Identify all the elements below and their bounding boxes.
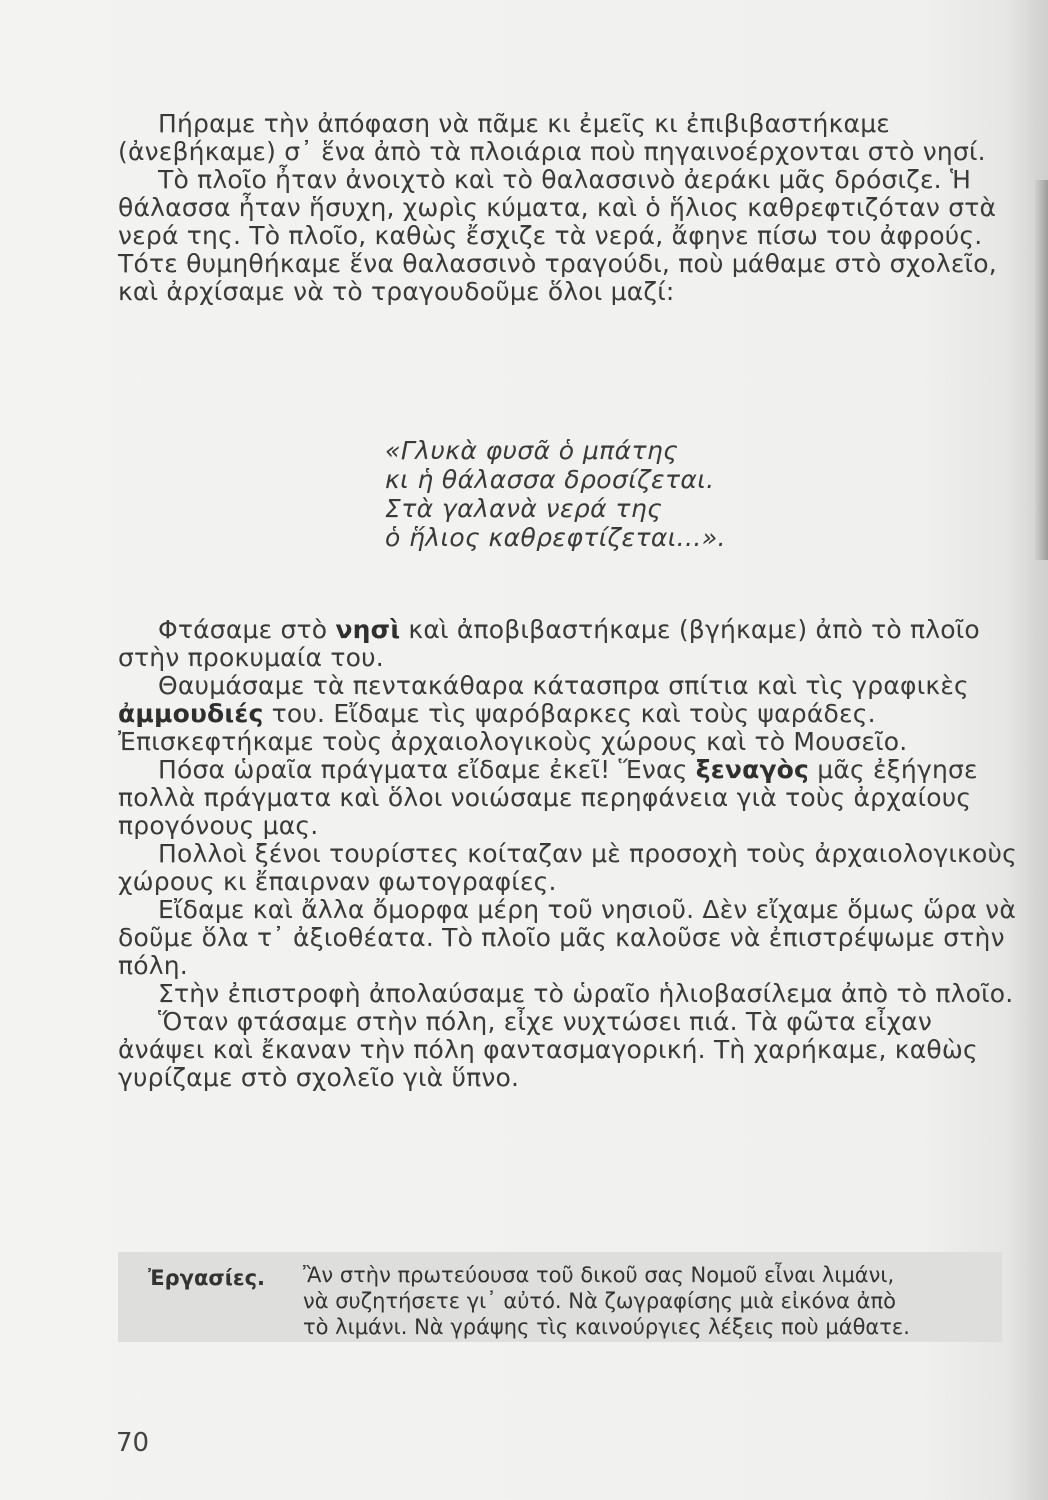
- text-run: μᾶς ἐξήγησε πολλὰ πράγματα καὶ ὅλοι νοιώσαμε περηφάνεια γιὰ τοὺς ἀρχαίους προγόνους μας.: [118, 755, 978, 840]
- paragraph: Πήραμε τὴν ἀπόφαση νὰ πᾶμε κι ἐμεῖς κι ἐπιβιβαστήκαμε (ἀνεβήκαμε) σ᾽ ἕνα ἀπὸ τὰ πλοιάρια ποὺ πηγαινοέρχονται στὸ νησί.: [118, 109, 986, 166]
- poem-line: Στὰ γαλανὰ νερά της: [385, 494, 663, 523]
- bold-word: ξεναγὸς: [695, 755, 810, 784]
- text-run: Πόσα ὡραῖα πράγματα εἴδαμε ἐκεῖ! Ἕνας: [158, 755, 696, 784]
- paragraph: Ὅταν φτάσαμε στὴν πόλη, εἶχε νυχτώσει πιά. Τὰ φῶτα εἶχαν ἀνάψει καὶ ἔκαναν τὴν πόλη φαντασμαγορική. Τὴ χαρήκαμε, καθὼς γυρίζαμε στὸ σχολεῖο γιὰ ὕπνο.: [118, 1007, 978, 1092]
- exercise-line: τὸ λιμάνι. Νὰ γράψης τὶς καινούργιες λέξεις ποὺ μάθατε.: [303, 1315, 910, 1339]
- text-run: Φτάσαμε στὸ: [158, 615, 336, 644]
- story-text-top: [118, 110, 1018, 306]
- paragraph: Στὴν ἐπιστροφὴ ἀπολαύσαμε τὸ ὡραῖο ἡλιοβασίλεμα ἀπὸ τὸ πλοῖο.: [158, 979, 1014, 1008]
- bold-word: ἀμμουδιές: [118, 699, 264, 728]
- exercise-line: Ἂν στὴν πρωτεύουσα τοῦ δικοῦ σας Νομοῦ εἶναι λιμάνι,: [303, 1263, 895, 1287]
- text-run: καὶ ἀποβιβαστήκαμε (βγήκαμε) ἀπὸ τὸ πλοῖο στὴν προκυμαία του.: [118, 615, 980, 672]
- exercises-label: Ἐργασίες.: [148, 1266, 266, 1290]
- poem-line: «Γλυκὰ φυσᾶ ὁ μπάτης: [385, 436, 679, 465]
- text-run: Θαυμάσαμε τὰ πεντακάθαρα κάτασπρα σπίτια καὶ τὶς γραφικὲς: [158, 671, 969, 700]
- paragraph: [118, 616, 1018, 672]
- paragraph: Τὸ πλοῖο ἦταν ἀνοιχτὸ καὶ τὸ θαλασσινὸ ἀεράκι μᾶς δρόσιζε. Ἡ θάλασσα ἦταν ἥσυχη, χωρὶς κύματα, καὶ ὁ ἥλιος καθρεφτιζόταν στὰ νερά της. Τὸ πλοῖο, καθὼς ἔσχιζε τὰ νερά, ἄφηνε πίσω του ἀφρούς. Τότε θυμηθήκαμε ἕνα θαλασσινὸ τραγούδι, ποὺ μάθαμε στὸ σχολεῖο, καὶ ἀρχίσαμε νὰ τὸ τραγουδοῦμε ὅλοι μαζί:: [118, 165, 997, 306]
- bold-word: νησὶ: [335, 615, 401, 644]
- poem-line: κι ἡ θάλασσα δροσίζεται.: [385, 465, 715, 494]
- exercises-text: [303, 1262, 993, 1340]
- exercises-box: [118, 1252, 1002, 1342]
- paragraph: Πολλοὶ ξένοι τουρίστες κοίταζαν μὲ προσοχὴ τοὺς ἀρχαιολογικοὺς χώρους κι ἔπαιρναν φωτογραφίες.: [118, 839, 1018, 896]
- poem-line: ὁ ἥλιος καθρεφτίζεται...».: [385, 523, 726, 552]
- paragraph: [118, 672, 1018, 756]
- paragraph: Εἴδαμε καὶ ἄλλα ὄμορφα μέρη τοῦ νησιοῦ. Δὲν εἴχαμε ὅμως ὥρα νὰ δοῦμε ὅλα τ᾽ ἀξιοθέατα. Τὸ πλοῖο μᾶς καλοῦσε νὰ ἐπιστρέψωμε στὴν πόλη.: [118, 895, 1017, 980]
- paragraph: [118, 756, 1018, 840]
- text-run: του. Εἴδαμε τὶς ψαρόβαρκες καὶ τοὺς ψαράδες. Ἐπισκεφτήκαμε τοὺς ἀρχαιολογικοὺς χώρους καὶ τὸ Μουσεῖο.: [118, 699, 908, 756]
- page-edge-shadow: [1034, 180, 1048, 560]
- page-number: 70: [116, 1428, 150, 1458]
- story-text-bottom: [118, 616, 1018, 1092]
- exercise-line: νὰ συζητήσετε γι᾽ αὐτό. Νὰ ζωγραφίσης μιὰ εἰκόνα ἀπὸ: [303, 1289, 896, 1313]
- song-verse: [385, 436, 945, 552]
